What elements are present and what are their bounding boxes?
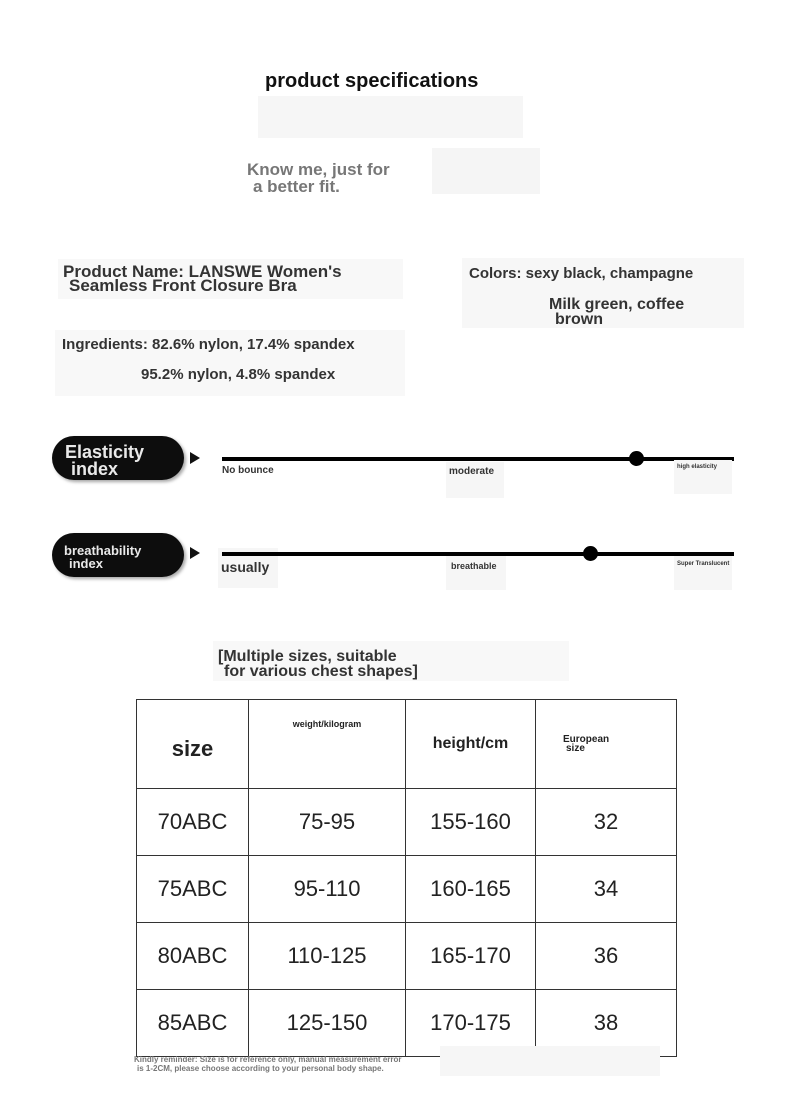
colors-line-2: Milk green, coffee	[549, 296, 685, 313]
weight-cell: 95-110	[249, 856, 406, 923]
reminder-line-1: Kindly reminder: Size is for reference only, manual measurement error	[134, 1055, 402, 1064]
colors-line-3: brown	[555, 311, 603, 328]
elasticity-label-line-1: Elasticity	[65, 442, 145, 462]
sizes-heading-line-1: [Multiple sizes, suitable	[218, 648, 397, 665]
size-chart-table	[136, 699, 677, 1057]
ingredients-line-2: 95.2% nylon, 4.8% spandex	[141, 366, 336, 383]
elasticity-label-line-2: index	[71, 459, 119, 479]
size-cell: 85ABC	[137, 990, 249, 1057]
elasticity-index-badge	[52, 436, 184, 480]
european-size-cell: 38	[536, 990, 677, 1057]
breathability-scale-track	[222, 552, 734, 556]
european-header-line-1: European	[563, 734, 610, 745]
breathability-level-marker	[583, 546, 598, 561]
weight-cell: 125-150	[249, 990, 406, 1057]
table-row	[137, 856, 677, 923]
product-name-line-1: Product Name: LANSWE Women's	[63, 262, 342, 281]
elasticity-scale-mid: moderate	[449, 466, 495, 477]
size-cell: 80ABC	[137, 923, 249, 990]
weight-cell: 75-95	[249, 789, 406, 856]
height-cell: 155-160	[406, 789, 536, 856]
play-arrow-icon	[190, 452, 200, 464]
reminder-line-2: is 1-2CM, please choose according to your personal body shape.	[137, 1064, 384, 1073]
column-header-height: height/cm	[406, 700, 536, 789]
tagline-line-2: a better fit.	[253, 177, 340, 196]
play-arrow-icon	[190, 547, 200, 559]
sizes-heading	[218, 649, 418, 679]
column-header-weight: weight/kilogram	[249, 700, 406, 789]
sizes-heading-line-2: for various chest shapes]	[224, 663, 418, 680]
european-size-cell: 32	[536, 789, 677, 856]
reminder-backdrop	[440, 1046, 660, 1076]
size-cell: 70ABC	[137, 789, 249, 856]
breathability-label-line-2: index	[69, 556, 103, 571]
table-row	[137, 789, 677, 856]
product-name	[63, 262, 408, 295]
colors-line-1: Colors: sexy black, champagne	[469, 265, 694, 282]
breathability-index-badge	[52, 533, 184, 577]
height-cell: 165-170	[406, 923, 536, 990]
elasticity-level-marker	[629, 451, 644, 466]
weight-cell: 110-125	[249, 923, 406, 990]
breathability-scale-mid: breathable	[451, 561, 497, 571]
tagline-line-1: Know me, just for	[247, 160, 390, 179]
table-row	[137, 923, 677, 990]
elasticity-scale-low: No bounce	[222, 465, 274, 476]
height-cell: 170-175	[406, 990, 536, 1057]
column-header-european-size	[536, 700, 677, 789]
title-backdrop	[258, 96, 523, 138]
breathability-label-line-1: breathability	[64, 543, 142, 558]
height-cell: 160-165	[406, 856, 536, 923]
column-header-size: size	[137, 700, 249, 789]
elasticity-scale-high: high elasticity	[677, 464, 718, 470]
page-title: product specifications	[265, 70, 479, 92]
tagline	[247, 161, 447, 195]
table-header-row	[137, 700, 677, 789]
european-size-cell: 34	[536, 856, 677, 923]
size-reminder-note	[134, 1055, 454, 1073]
size-cell: 75ABC	[137, 856, 249, 923]
breathability-scale-high: Super Translucent	[677, 561, 730, 567]
product-name-line-2: Seamless Front Closure Bra	[69, 276, 297, 295]
ingredients-line-1: Ingredients: 82.6% nylon, 17.4% spandex	[62, 336, 355, 353]
colors-continued	[549, 297, 729, 327]
european-size-cell: 36	[536, 923, 677, 990]
european-header-line-2: size	[566, 743, 585, 754]
breathability-scale-low: usually	[221, 559, 270, 575]
tagline-backdrop	[432, 148, 540, 194]
elasticity-scale-track	[222, 457, 734, 461]
